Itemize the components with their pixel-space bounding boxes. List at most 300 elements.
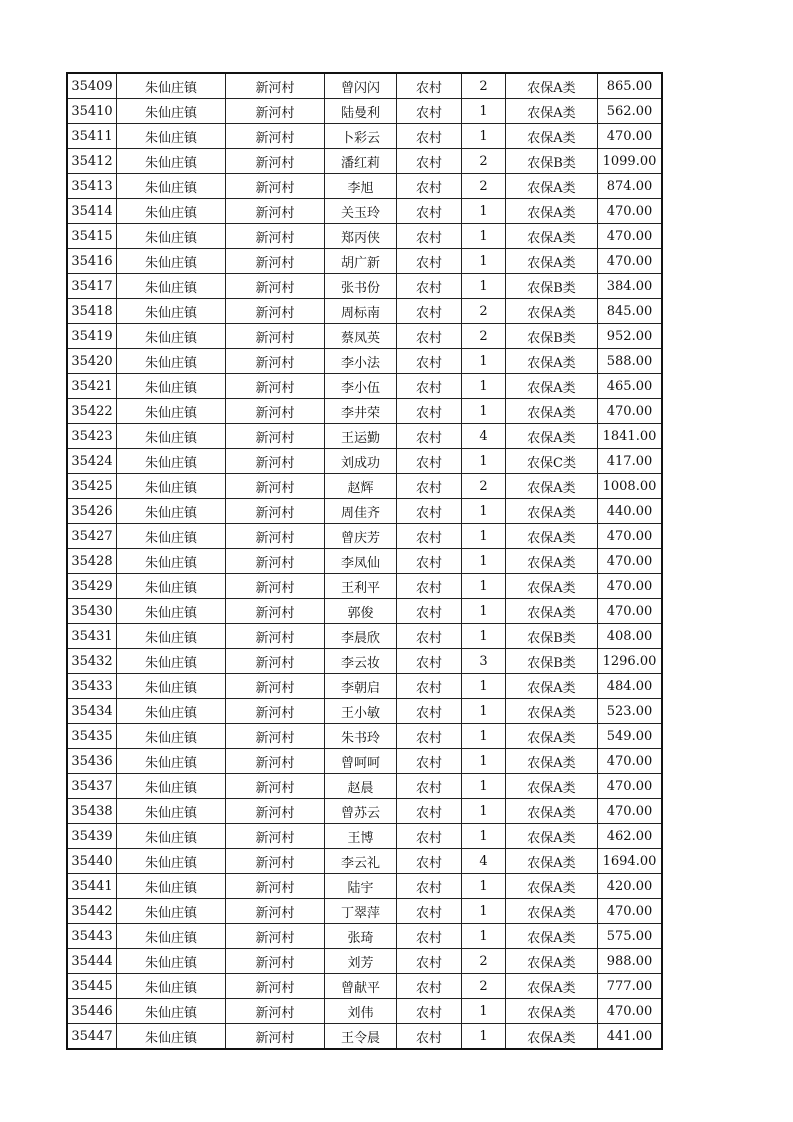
type-cell: 农村 — [397, 549, 462, 574]
row-id-cell: 35433 — [67, 674, 117, 699]
amount-cell: 470.00 — [598, 574, 663, 599]
town-cell: 朱仙庄镇 — [117, 724, 226, 749]
row-id-cell: 35428 — [67, 549, 117, 574]
category-cell: 农保A类 — [506, 699, 598, 724]
count-cell: 1 — [462, 249, 506, 274]
village-cell: 新河村 — [226, 224, 325, 249]
table-row — [67, 249, 662, 274]
village-cell: 新河村 — [226, 449, 325, 474]
category-cell: 农保A类 — [506, 674, 598, 699]
town-cell: 朱仙庄镇 — [117, 674, 226, 699]
name-cell: 曾庆芳 — [325, 524, 397, 549]
category-cell: 农保A类 — [506, 99, 598, 124]
town-cell: 朱仙庄镇 — [117, 649, 226, 674]
count-cell: 1 — [462, 349, 506, 374]
count-cell: 4 — [462, 849, 506, 874]
table-row — [67, 73, 662, 99]
name-cell: 李小伍 — [325, 374, 397, 399]
town-cell: 朱仙庄镇 — [117, 474, 226, 499]
amount-cell: 408.00 — [598, 624, 663, 649]
name-cell: 刘成功 — [325, 449, 397, 474]
name-cell: 刘芳 — [325, 949, 397, 974]
town-cell: 朱仙庄镇 — [117, 774, 226, 799]
row-id-cell: 35439 — [67, 824, 117, 849]
town-cell: 朱仙庄镇 — [117, 499, 226, 524]
village-cell: 新河村 — [226, 974, 325, 999]
category-cell: 农保A类 — [506, 1024, 598, 1050]
amount-cell: 470.00 — [598, 599, 663, 624]
category-cell: 农保A类 — [506, 949, 598, 974]
table-row — [67, 124, 662, 149]
count-cell: 1 — [462, 774, 506, 799]
village-cell: 新河村 — [226, 324, 325, 349]
table-row — [67, 1024, 662, 1050]
row-id-cell: 35429 — [67, 574, 117, 599]
type-cell: 农村 — [397, 349, 462, 374]
village-cell: 新河村 — [226, 124, 325, 149]
town-cell: 朱仙庄镇 — [117, 949, 226, 974]
type-cell: 农村 — [397, 249, 462, 274]
name-cell: 周佳齐 — [325, 499, 397, 524]
amount-cell: 1694.00 — [598, 849, 663, 874]
table-row — [67, 474, 662, 499]
type-cell: 农村 — [397, 824, 462, 849]
count-cell: 1 — [462, 1024, 506, 1050]
count-cell: 1 — [462, 574, 506, 599]
town-cell: 朱仙庄镇 — [117, 73, 226, 99]
row-id-cell: 35440 — [67, 849, 117, 874]
count-cell: 2 — [462, 73, 506, 99]
category-cell: 农保A类 — [506, 374, 598, 399]
category-cell: 农保A类 — [506, 249, 598, 274]
village-cell: 新河村 — [226, 674, 325, 699]
category-cell: 农保C类 — [506, 449, 598, 474]
type-cell: 农村 — [397, 424, 462, 449]
category-cell: 农保A类 — [506, 224, 598, 249]
table-row — [67, 574, 662, 599]
amount-cell: 1841.00 — [598, 424, 663, 449]
name-cell: 郭俊 — [325, 599, 397, 624]
count-cell: 1 — [462, 199, 506, 224]
row-id-cell: 35417 — [67, 274, 117, 299]
type-cell: 农村 — [397, 224, 462, 249]
category-cell: 农保A类 — [506, 724, 598, 749]
category-cell: 农保A类 — [506, 799, 598, 824]
table-row — [67, 399, 662, 424]
name-cell: 陆宇 — [325, 874, 397, 899]
table-row — [67, 649, 662, 674]
name-cell: 李小法 — [325, 349, 397, 374]
town-cell: 朱仙庄镇 — [117, 174, 226, 199]
amount-cell: 470.00 — [598, 799, 663, 824]
type-cell: 农村 — [397, 274, 462, 299]
town-cell: 朱仙庄镇 — [117, 249, 226, 274]
village-cell: 新河村 — [226, 999, 325, 1024]
name-cell: 关玉玲 — [325, 199, 397, 224]
table-row — [67, 224, 662, 249]
amount-cell: 865.00 — [598, 73, 663, 99]
type-cell: 农村 — [397, 899, 462, 924]
count-cell: 1 — [462, 99, 506, 124]
village-cell: 新河村 — [226, 374, 325, 399]
row-id-cell: 35423 — [67, 424, 117, 449]
town-cell: 朱仙庄镇 — [117, 549, 226, 574]
row-id-cell: 35427 — [67, 524, 117, 549]
count-cell: 2 — [462, 474, 506, 499]
category-cell: 农保B类 — [506, 274, 598, 299]
row-id-cell: 35419 — [67, 324, 117, 349]
type-cell: 农村 — [397, 724, 462, 749]
amount-cell: 470.00 — [598, 524, 663, 549]
count-cell: 2 — [462, 324, 506, 349]
village-cell: 新河村 — [226, 399, 325, 424]
category-cell: 农保A类 — [506, 73, 598, 99]
town-cell: 朱仙庄镇 — [117, 599, 226, 624]
category-cell: 农保B类 — [506, 624, 598, 649]
amount-cell: 470.00 — [598, 199, 663, 224]
type-cell: 农村 — [397, 949, 462, 974]
name-cell: 王令晨 — [325, 1024, 397, 1050]
count-cell: 1 — [462, 549, 506, 574]
count-cell: 1 — [462, 674, 506, 699]
village-cell: 新河村 — [226, 249, 325, 274]
type-cell: 农村 — [397, 624, 462, 649]
amount-cell: 441.00 — [598, 1024, 663, 1050]
row-id-cell: 35444 — [67, 949, 117, 974]
table-row — [67, 999, 662, 1024]
count-cell: 1 — [462, 799, 506, 824]
type-cell: 农村 — [397, 1024, 462, 1050]
table-row — [67, 924, 662, 949]
count-cell: 2 — [462, 174, 506, 199]
town-cell: 朱仙庄镇 — [117, 424, 226, 449]
category-cell: 农保A类 — [506, 424, 598, 449]
town-cell: 朱仙庄镇 — [117, 274, 226, 299]
name-cell: 蔡凤英 — [325, 324, 397, 349]
category-cell: 农保A类 — [506, 349, 598, 374]
row-id-cell: 35431 — [67, 624, 117, 649]
table-row — [67, 874, 662, 899]
row-id-cell: 35425 — [67, 474, 117, 499]
row-id-cell: 35420 — [67, 349, 117, 374]
type-cell: 农村 — [397, 999, 462, 1024]
table-row — [67, 424, 662, 449]
name-cell: 李凤仙 — [325, 549, 397, 574]
row-id-cell: 35424 — [67, 449, 117, 474]
village-cell: 新河村 — [226, 549, 325, 574]
village-cell: 新河村 — [226, 624, 325, 649]
town-cell: 朱仙庄镇 — [117, 399, 226, 424]
type-cell: 农村 — [397, 649, 462, 674]
amount-cell: 1296.00 — [598, 649, 663, 674]
category-cell: 农保A类 — [506, 299, 598, 324]
count-cell: 1 — [462, 999, 506, 1024]
row-id-cell: 35437 — [67, 774, 117, 799]
category-cell: 农保A类 — [506, 174, 598, 199]
town-cell: 朱仙庄镇 — [117, 124, 226, 149]
type-cell: 农村 — [397, 674, 462, 699]
village-cell: 新河村 — [226, 73, 325, 99]
name-cell: 李旭 — [325, 174, 397, 199]
type-cell: 农村 — [397, 124, 462, 149]
category-cell: 农保A类 — [506, 924, 598, 949]
amount-cell: 470.00 — [598, 749, 663, 774]
village-cell: 新河村 — [226, 874, 325, 899]
row-id-cell: 35415 — [67, 224, 117, 249]
amount-cell: 440.00 — [598, 499, 663, 524]
count-cell: 1 — [462, 599, 506, 624]
type-cell: 农村 — [397, 749, 462, 774]
name-cell: 曾献平 — [325, 974, 397, 999]
village-cell: 新河村 — [226, 649, 325, 674]
type-cell: 农村 — [397, 874, 462, 899]
table-body — [67, 73, 662, 1049]
name-cell: 赵晨 — [325, 774, 397, 799]
table-row — [67, 849, 662, 874]
type-cell: 农村 — [397, 924, 462, 949]
category-cell: 农保A类 — [506, 474, 598, 499]
type-cell: 农村 — [397, 199, 462, 224]
category-cell: 农保A类 — [506, 599, 598, 624]
village-cell: 新河村 — [226, 724, 325, 749]
town-cell: 朱仙庄镇 — [117, 1024, 226, 1050]
name-cell: 潘红莉 — [325, 149, 397, 174]
category-cell: 农保A类 — [506, 849, 598, 874]
amount-cell: 845.00 — [598, 299, 663, 324]
village-cell: 新河村 — [226, 849, 325, 874]
row-id-cell: 35414 — [67, 199, 117, 224]
count-cell: 2 — [462, 299, 506, 324]
table-row — [67, 449, 662, 474]
table-row — [67, 899, 662, 924]
amount-cell: 523.00 — [598, 699, 663, 724]
row-id-cell: 35438 — [67, 799, 117, 824]
amount-cell: 777.00 — [598, 974, 663, 999]
row-id-cell: 35410 — [67, 99, 117, 124]
data-table — [66, 72, 663, 1050]
name-cell: 曾呵呵 — [325, 749, 397, 774]
name-cell: 张琦 — [325, 924, 397, 949]
row-id-cell: 35409 — [67, 73, 117, 99]
row-id-cell: 35436 — [67, 749, 117, 774]
name-cell: 李井荣 — [325, 399, 397, 424]
amount-cell: 575.00 — [598, 924, 663, 949]
type-cell: 农村 — [397, 474, 462, 499]
table-row — [67, 624, 662, 649]
count-cell: 1 — [462, 399, 506, 424]
village-cell: 新河村 — [226, 99, 325, 124]
name-cell: 丁翠萍 — [325, 899, 397, 924]
table-row — [67, 374, 662, 399]
table-row — [67, 174, 662, 199]
name-cell: 张书份 — [325, 274, 397, 299]
amount-cell: 470.00 — [598, 224, 663, 249]
table-row — [67, 499, 662, 524]
table-row — [67, 549, 662, 574]
type-cell: 农村 — [397, 774, 462, 799]
count-cell: 1 — [462, 824, 506, 849]
category-cell: 农保A类 — [506, 124, 598, 149]
amount-cell: 988.00 — [598, 949, 663, 974]
village-cell: 新河村 — [226, 574, 325, 599]
amount-cell: 470.00 — [598, 999, 663, 1024]
type-cell: 农村 — [397, 299, 462, 324]
category-cell: 农保A类 — [506, 199, 598, 224]
village-cell: 新河村 — [226, 749, 325, 774]
name-cell: 曾闪闪 — [325, 73, 397, 99]
type-cell: 农村 — [397, 974, 462, 999]
name-cell: 王利平 — [325, 574, 397, 599]
row-id-cell: 35421 — [67, 374, 117, 399]
category-cell: 农保B类 — [506, 649, 598, 674]
count-cell: 1 — [462, 749, 506, 774]
amount-cell: 470.00 — [598, 899, 663, 924]
count-cell: 1 — [462, 699, 506, 724]
category-cell: 农保A类 — [506, 399, 598, 424]
type-cell: 农村 — [397, 449, 462, 474]
category-cell: 农保A类 — [506, 974, 598, 999]
count-cell: 1 — [462, 624, 506, 649]
name-cell: 郑丙侠 — [325, 224, 397, 249]
type-cell: 农村 — [397, 149, 462, 174]
village-cell: 新河村 — [226, 499, 325, 524]
amount-cell: 420.00 — [598, 874, 663, 899]
type-cell: 农村 — [397, 699, 462, 724]
row-id-cell: 35445 — [67, 974, 117, 999]
town-cell: 朱仙庄镇 — [117, 374, 226, 399]
town-cell: 朱仙庄镇 — [117, 449, 226, 474]
row-id-cell: 35442 — [67, 899, 117, 924]
name-cell: 周标南 — [325, 299, 397, 324]
count-cell: 1 — [462, 899, 506, 924]
type-cell: 农村 — [397, 574, 462, 599]
town-cell: 朱仙庄镇 — [117, 224, 226, 249]
town-cell: 朱仙庄镇 — [117, 924, 226, 949]
row-id-cell: 35411 — [67, 124, 117, 149]
count-cell: 1 — [462, 224, 506, 249]
row-id-cell: 35441 — [67, 874, 117, 899]
town-cell: 朱仙庄镇 — [117, 349, 226, 374]
count-cell: 1 — [462, 924, 506, 949]
town-cell: 朱仙庄镇 — [117, 624, 226, 649]
amount-cell: 417.00 — [598, 449, 663, 474]
category-cell: 农保A类 — [506, 774, 598, 799]
village-cell: 新河村 — [226, 274, 325, 299]
amount-cell: 384.00 — [598, 274, 663, 299]
row-id-cell: 35422 — [67, 399, 117, 424]
amount-cell: 562.00 — [598, 99, 663, 124]
table-row — [67, 699, 662, 724]
village-cell: 新河村 — [226, 924, 325, 949]
row-id-cell: 35446 — [67, 999, 117, 1024]
category-cell: 农保A类 — [506, 499, 598, 524]
town-cell: 朱仙庄镇 — [117, 324, 226, 349]
name-cell: 李云妆 — [325, 649, 397, 674]
type-cell: 农村 — [397, 599, 462, 624]
amount-cell: 1008.00 — [598, 474, 663, 499]
type-cell: 农村 — [397, 399, 462, 424]
category-cell: 农保A类 — [506, 549, 598, 574]
town-cell: 朱仙庄镇 — [117, 99, 226, 124]
village-cell: 新河村 — [226, 474, 325, 499]
table-row — [67, 349, 662, 374]
village-cell: 新河村 — [226, 774, 325, 799]
amount-cell: 462.00 — [598, 824, 663, 849]
row-id-cell: 35416 — [67, 249, 117, 274]
amount-cell: 465.00 — [598, 374, 663, 399]
category-cell: 农保B类 — [506, 324, 598, 349]
amount-cell: 874.00 — [598, 174, 663, 199]
village-cell: 新河村 — [226, 699, 325, 724]
type-cell: 农村 — [397, 849, 462, 874]
table-row — [67, 724, 662, 749]
amount-cell: 549.00 — [598, 724, 663, 749]
count-cell: 1 — [462, 449, 506, 474]
village-cell: 新河村 — [226, 949, 325, 974]
name-cell: 王博 — [325, 824, 397, 849]
town-cell: 朱仙庄镇 — [117, 749, 226, 774]
village-cell: 新河村 — [226, 174, 325, 199]
category-cell: 农保A类 — [506, 899, 598, 924]
table-row — [67, 774, 662, 799]
village-cell: 新河村 — [226, 899, 325, 924]
table-row — [67, 974, 662, 999]
village-cell: 新河村 — [226, 299, 325, 324]
table-row — [67, 524, 662, 549]
type-cell: 农村 — [397, 799, 462, 824]
town-cell: 朱仙庄镇 — [117, 899, 226, 924]
row-id-cell: 35435 — [67, 724, 117, 749]
table-row — [67, 324, 662, 349]
category-cell: 农保A类 — [506, 524, 598, 549]
town-cell: 朱仙庄镇 — [117, 199, 226, 224]
type-cell: 农村 — [397, 524, 462, 549]
row-id-cell: 35430 — [67, 599, 117, 624]
name-cell: 李晨欣 — [325, 624, 397, 649]
village-cell: 新河村 — [226, 1024, 325, 1050]
row-id-cell: 35418 — [67, 299, 117, 324]
count-cell: 1 — [462, 374, 506, 399]
table-row — [67, 749, 662, 774]
name-cell: 李云礼 — [325, 849, 397, 874]
category-cell: 农保A类 — [506, 874, 598, 899]
type-cell: 农村 — [397, 174, 462, 199]
count-cell: 1 — [462, 724, 506, 749]
table-row — [67, 824, 662, 849]
amount-cell: 484.00 — [598, 674, 663, 699]
village-cell: 新河村 — [226, 349, 325, 374]
name-cell: 王小敏 — [325, 699, 397, 724]
row-id-cell: 35443 — [67, 924, 117, 949]
type-cell: 农村 — [397, 99, 462, 124]
name-cell: 李朝启 — [325, 674, 397, 699]
row-id-cell: 35412 — [67, 149, 117, 174]
category-cell: 农保A类 — [506, 574, 598, 599]
category-cell: 农保A类 — [506, 749, 598, 774]
town-cell: 朱仙庄镇 — [117, 699, 226, 724]
amount-cell: 470.00 — [598, 774, 663, 799]
count-cell: 1 — [462, 874, 506, 899]
village-cell: 新河村 — [226, 599, 325, 624]
row-id-cell: 35447 — [67, 1024, 117, 1050]
name-cell: 朱书玲 — [325, 724, 397, 749]
count-cell: 2 — [462, 149, 506, 174]
town-cell: 朱仙庄镇 — [117, 849, 226, 874]
town-cell: 朱仙庄镇 — [117, 824, 226, 849]
count-cell: 3 — [462, 649, 506, 674]
village-cell: 新河村 — [226, 799, 325, 824]
amount-cell: 470.00 — [598, 549, 663, 574]
